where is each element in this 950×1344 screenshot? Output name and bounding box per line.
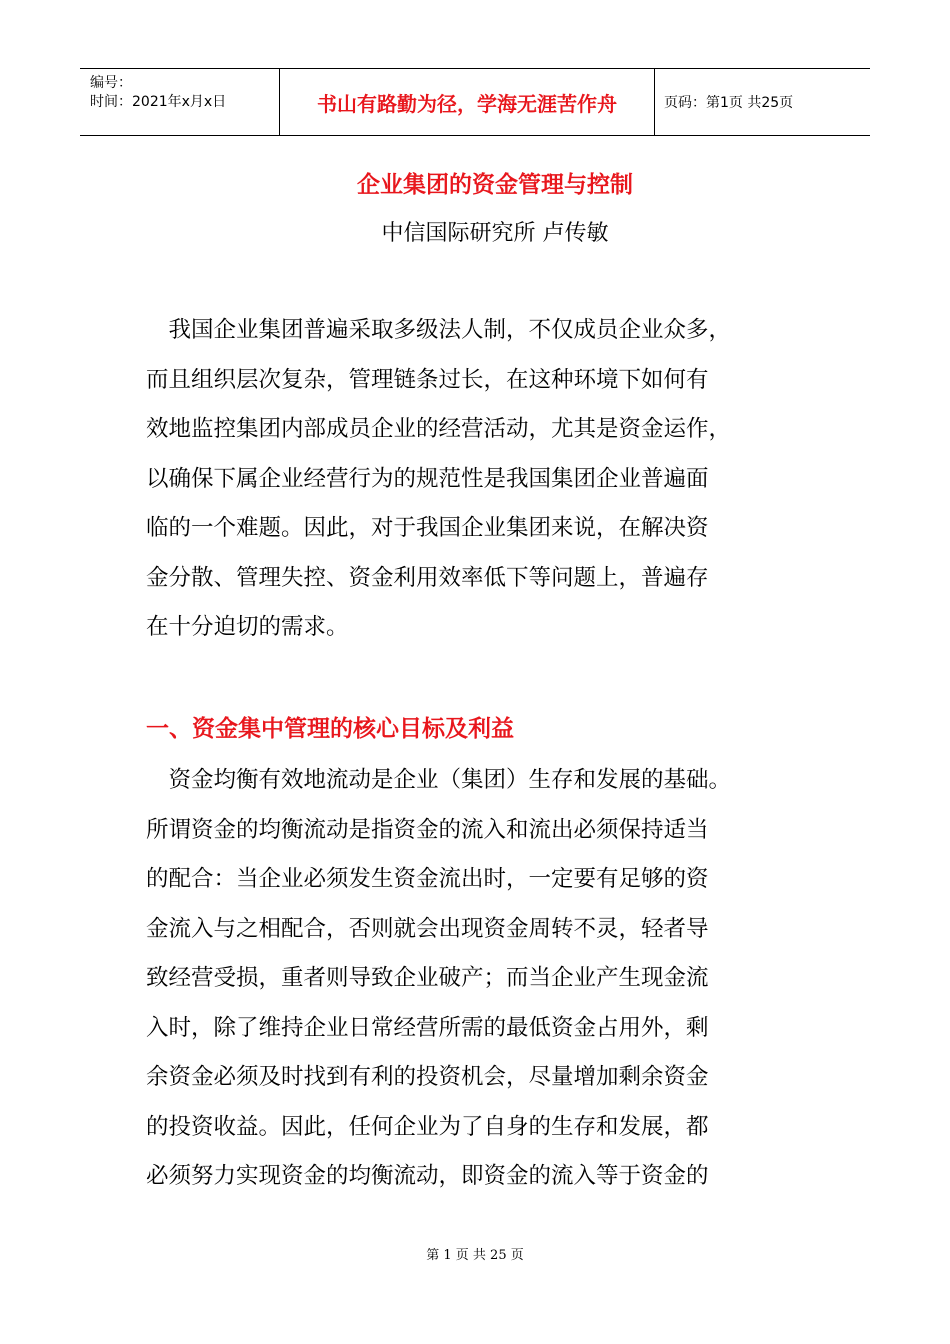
paragraph-line: 金分散、管理失控、资金利用效率低下等问题上，普遍存: [146, 564, 709, 591]
paragraph-line: 资金均衡有效地流动是企业（集团）生存和发展的基础。: [146, 767, 732, 793]
header-page-cell: [655, 69, 870, 135]
paragraph-line: 在十分迫切的需求。: [146, 614, 349, 640]
paragraph-line: 以确保下属企业经营行为的规范性是我国集团企业普遍面: [146, 465, 709, 492]
paragraph-line: 的投资收益。因此，任何企业为了自身的生存和发展，都: [146, 1113, 709, 1140]
document-number-label: 编号：: [90, 75, 132, 91]
header-motto: 书山有路勤为径，学海无涯苦作舟: [317, 91, 617, 116]
paragraph-line: 所谓资金的均衡流动是指资金的流入和流出必须保持适当: [146, 816, 709, 843]
paragraph-line: 我国企业集团普遍采取多级法人制，不仅成员企业众多，: [146, 317, 732, 343]
paragraph-line: 而且组织层次复杂，管理链条过长，在这种环境下如何有: [146, 366, 709, 393]
paragraph-line: 余资金必须及时找到有利的投资机会，尽量增加剩余资金: [146, 1064, 709, 1090]
section1-paragraph: [146, 756, 816, 1202]
header-motto-cell: [280, 69, 655, 135]
document-time-label: 时间：2021年x月x日: [90, 94, 227, 110]
paragraph-line: 的配合：当企业必须发生资金流出时，一定要有足够的资: [146, 866, 709, 892]
header-page-info: 页码：第1页 共25页: [664, 95, 794, 111]
paragraph-line: 致经营受损，重者则导致企业破产；而当企业产生现金流: [146, 965, 709, 991]
page-footer: 第 1 页 共 25 页: [426, 1248, 524, 1263]
paragraph-line: 必须努力实现资金的均衡流动，即资金的流入等于资金的: [146, 1163, 709, 1189]
paragraph-line: 效地监控集团内部成员企业的经营活动，尤其是资金运作，: [146, 416, 732, 442]
document-title: 企业集团的资金管理与控制: [357, 171, 633, 198]
section-heading: 一、资金集中管理的核心目标及利益: [146, 715, 514, 742]
header-meta-cell: [80, 69, 280, 135]
document-author: 中信国际研究所 卢传敏: [381, 221, 609, 246]
paragraph-line: 临的一个难题。因此，对于我国企业集团来说，在解决资: [146, 515, 709, 541]
paragraph-line: 金流入与之相配合，否则就会出现资金周转不灵，轻者导: [146, 915, 709, 942]
paragraph-line: 入时，除了维持企业日常经营所需的最低资金占用外，剩: [146, 1014, 709, 1041]
page-header-table: [80, 68, 870, 136]
intro-paragraph: [146, 306, 816, 653]
